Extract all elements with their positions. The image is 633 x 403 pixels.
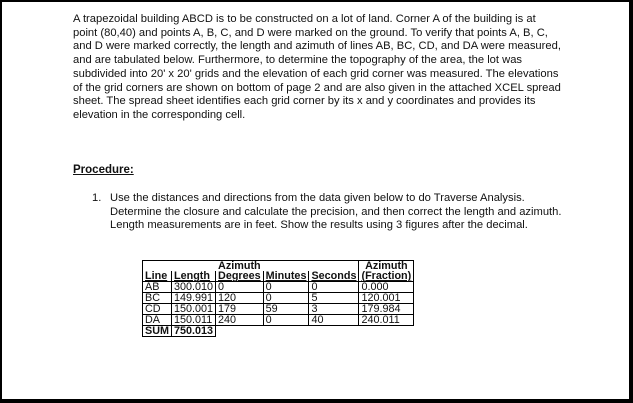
header-seconds: Seconds xyxy=(309,271,359,282)
procedure-step-1 xyxy=(92,192,562,233)
azimuth-group-header: Azimuth xyxy=(216,261,264,272)
step-number: 1. xyxy=(92,192,102,204)
header-length: Length xyxy=(172,271,216,282)
cell-fraction: 179.984 xyxy=(359,304,414,315)
cell-fraction: 120.001 xyxy=(359,293,414,304)
cell-fraction: 0.000 xyxy=(359,282,414,293)
table-header-row xyxy=(143,271,414,282)
intro-paragraph xyxy=(73,13,563,123)
frame-bottom-edge xyxy=(0,399,633,403)
intro-text: A trapezoidal building ABCD is to be constructed on a lot of land. Corner A of the building is at point (80,40) and points A, B, C, and D were marked on the ground. To verify that points A, B, C, and D were marked correctly, the length and azimuth of lines AB, BC, CD, and DA were measured, and are tabulated below. Furthermore, to determine the topography of the area, the lot was subdivided into 20' x 20' grids and the elevation of each grid corner was measured. The elevations of the grid corners are shown on bottom of page 2 and are also given in the attached XCEL spread sheet. The spread sheet identifies each grid corner by its x and y coordinates and provides its elevation in the corresponding cell. xyxy=(73,13,561,121)
cell-degrees: 179 xyxy=(216,304,264,315)
cell-length: 150.011 xyxy=(172,315,216,326)
frame-left-edge xyxy=(0,0,2,403)
cell-minutes: 0 xyxy=(263,315,309,326)
cell-line: BC xyxy=(143,293,172,304)
cell-fraction: 240.011 xyxy=(359,315,414,326)
table-row xyxy=(143,282,414,293)
header-line: Line xyxy=(143,271,172,282)
table-sum-row xyxy=(143,326,414,337)
procedure-heading: Procedure: xyxy=(73,164,134,176)
cell-line: AB xyxy=(143,282,172,293)
cell-minutes: 0 xyxy=(263,282,309,293)
cell-degrees: 0 xyxy=(216,282,264,293)
cell-seconds: 3 xyxy=(309,304,359,315)
header-degrees: Degrees xyxy=(216,271,264,282)
cell-minutes: 59 xyxy=(263,304,309,315)
cell-length: 149.991 xyxy=(172,293,216,304)
sum-value: 750.013 xyxy=(172,326,216,337)
traverse-table xyxy=(142,260,414,337)
header-fraction: (Fraction) xyxy=(359,271,414,282)
cell-seconds: 5 xyxy=(309,293,359,304)
table-row xyxy=(143,304,414,315)
azimuth-fraction-group-header: Azimuth xyxy=(359,261,414,272)
cell-seconds: 0 xyxy=(309,282,359,293)
table-row xyxy=(143,315,414,326)
cell-minutes: 0 xyxy=(263,293,309,304)
cell-degrees: 240 xyxy=(216,315,264,326)
cell-length: 150.001 xyxy=(172,304,216,315)
sum-label: SUM xyxy=(143,326,172,337)
cell-line: CD xyxy=(143,304,172,315)
table-row xyxy=(143,293,414,304)
frame-right-edge xyxy=(629,0,633,403)
cell-line: DA xyxy=(143,315,172,326)
header-minutes: Minutes xyxy=(263,271,309,282)
cell-degrees: 120 xyxy=(216,293,264,304)
step-text: Use the distances and directions from the data given below to do Traverse Analysis. Determine the closure and calculate the precision, and then correct the length and azimuth. Length measurements are in feet. Show the results using 3 figures after the decimal. xyxy=(110,192,562,231)
frame-top-edge xyxy=(0,0,633,2)
cell-length: 300.010 xyxy=(172,282,216,293)
cell-seconds: 40 xyxy=(309,315,359,326)
